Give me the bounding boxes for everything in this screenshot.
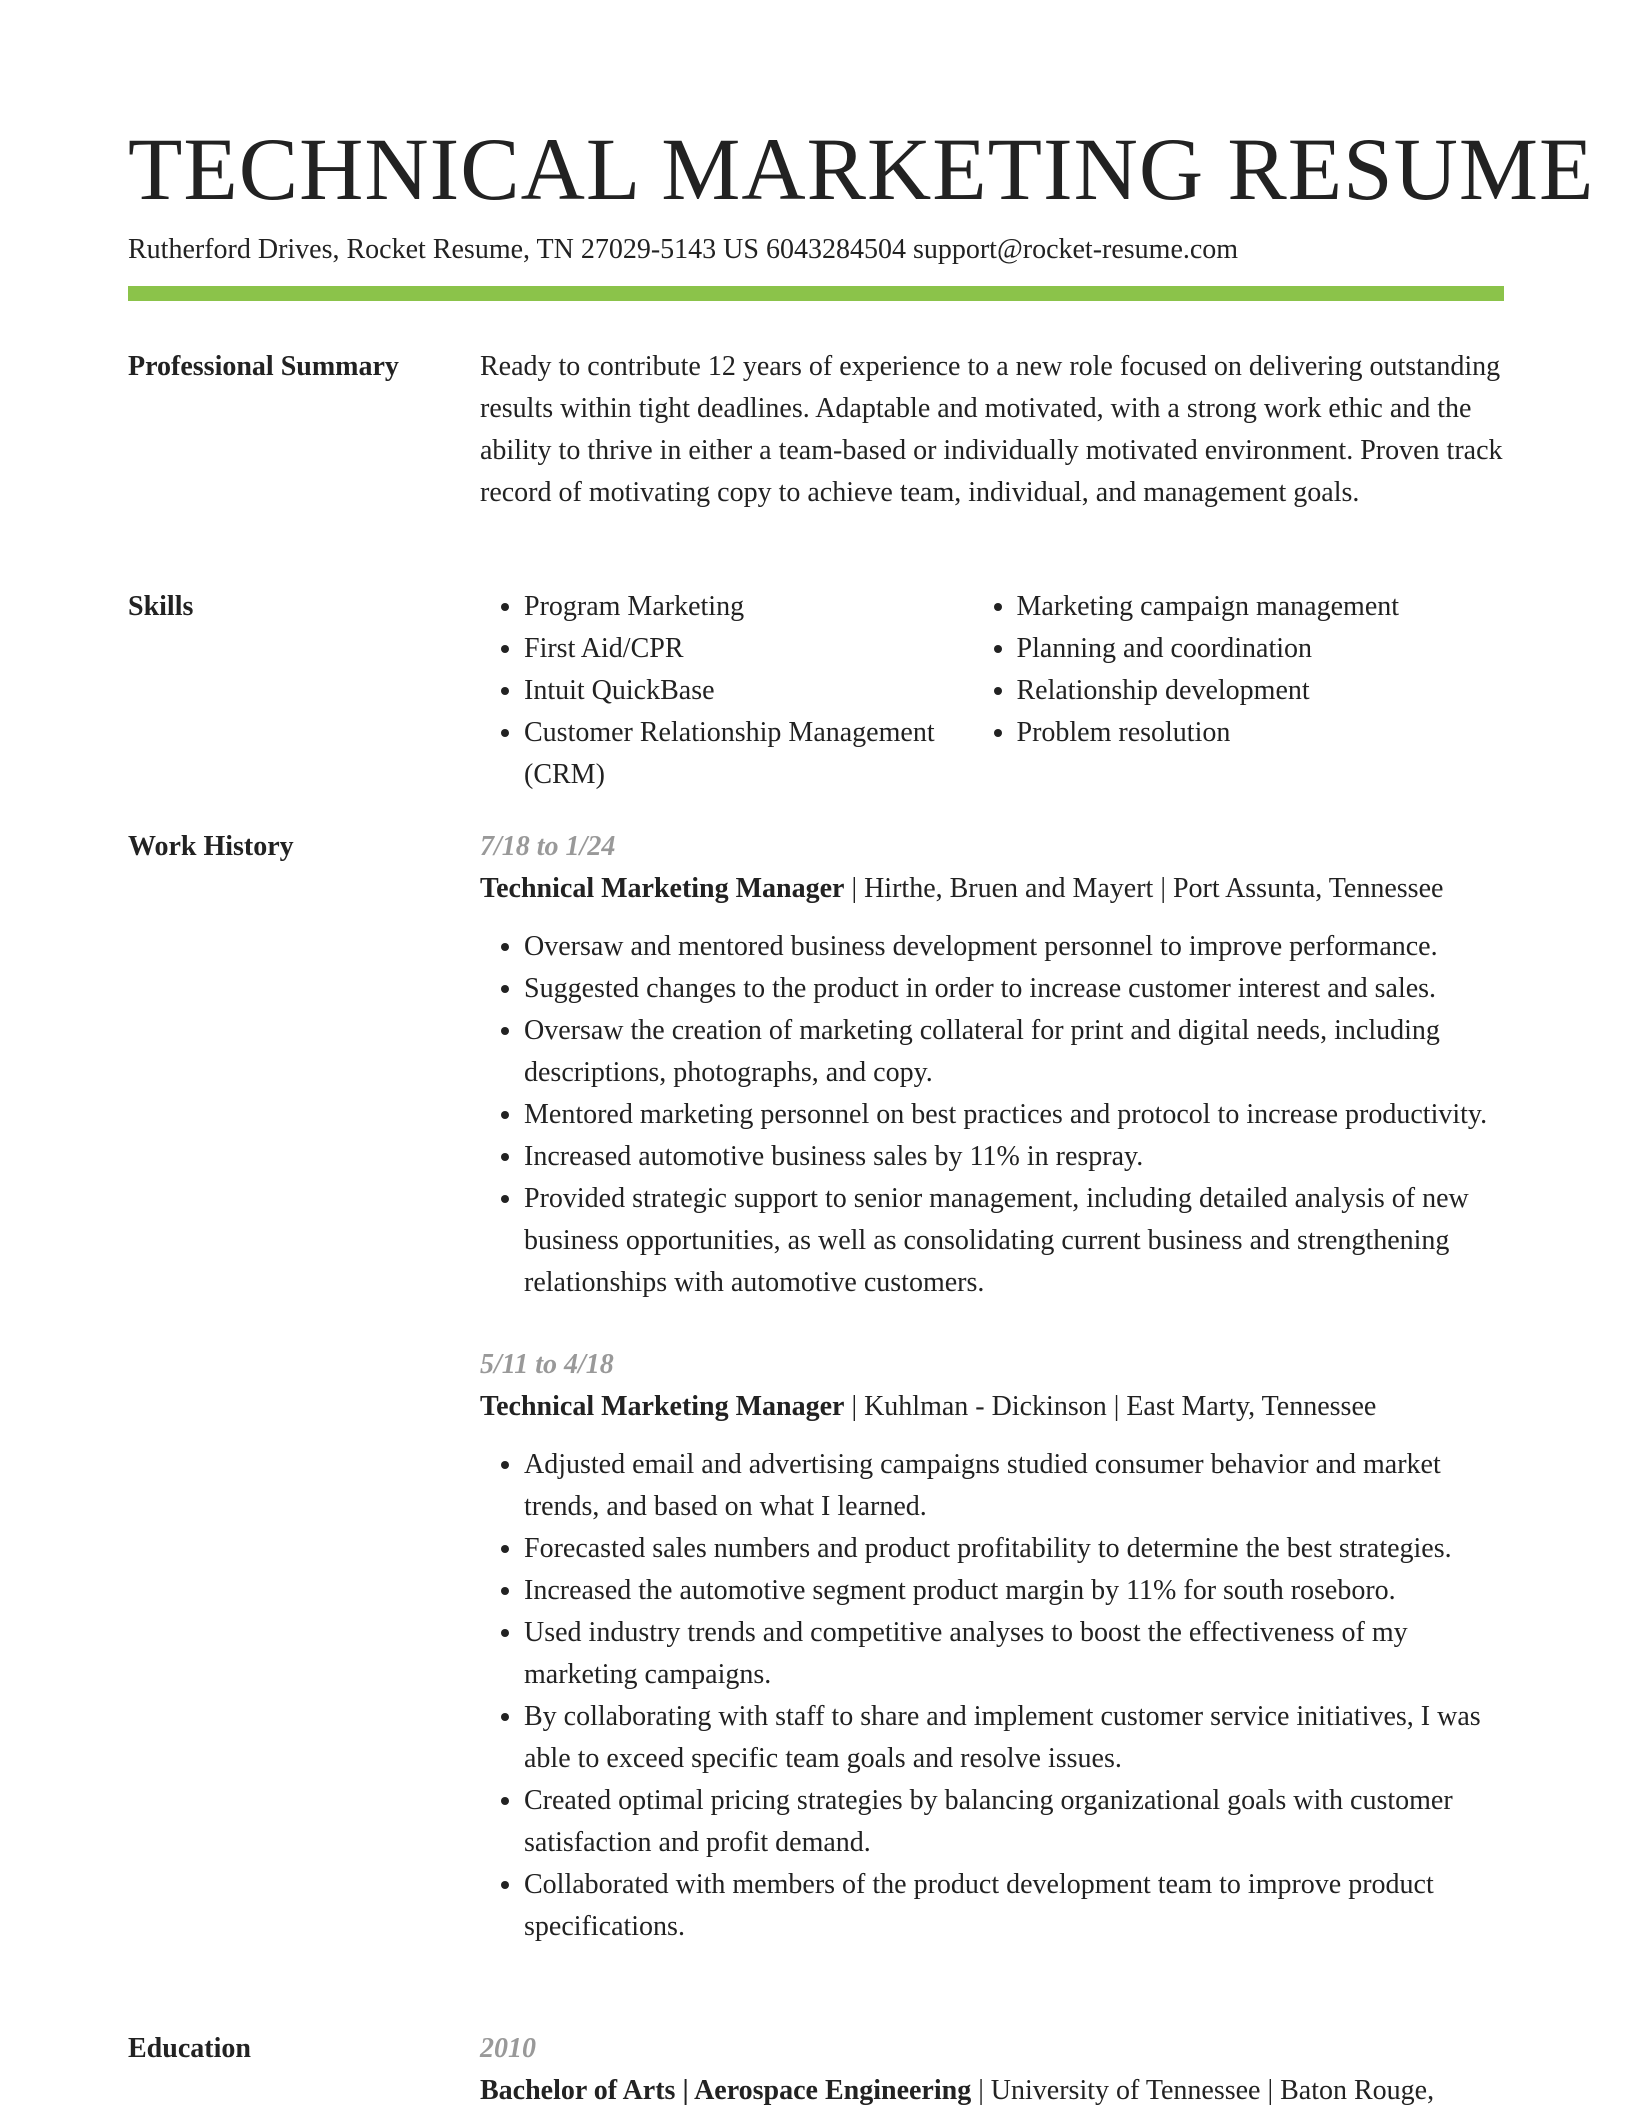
summary-heading: Professional Summary (128, 351, 399, 382)
job-entry (480, 1344, 1504, 1948)
skill-item: • Intuit QuickBase (524, 670, 973, 712)
job-bullet: • Provided strategic support to senior management, including detailed analysis of new business opportunities, as well as consolidating current business and strengthening relationships with automotive customers. (524, 1178, 1504, 1304)
skills-heading: Skills (128, 591, 194, 622)
job-bullet: • Oversaw and mentored business development personnel to improve performance. (524, 926, 1504, 968)
job-entry (480, 826, 1504, 1304)
skill-item: • Planning and coordination (1017, 628, 1505, 670)
skills-columns (480, 586, 1504, 796)
job-bullet: • Adjusted email and advertising campaigns studied consumer behavior and market trends, and based on what I learned. (524, 1444, 1504, 1528)
job-bullet: • Mentored marketing personnel on best practices and protocol to increase productivity. (524, 1094, 1504, 1136)
work-history-body (480, 826, 1504, 1948)
contact-line: Rutherford Drives, Rocket Resume, TN 27029-5143 US 6043284504 support@rocket-resume.com (128, 234, 1239, 265)
education-line (480, 2070, 1504, 2112)
skill-item: • Program Marketing (524, 586, 973, 628)
resume-title: TECHNICAL MARKETING RESUME (128, 121, 1595, 219)
skill-item: • Problem resolution (1017, 712, 1505, 754)
job-bullet: • Oversaw the creation of marketing collateral for print and digital needs, including descriptions, photographs, and copy. (524, 1010, 1504, 1094)
job-title-line (480, 1386, 1504, 1428)
work-history-heading: Work History (128, 831, 294, 862)
skills-list-right (973, 586, 1505, 796)
job-bullet: • Collaborated with members of the product development team to improve product specifications. (524, 1864, 1504, 1948)
education-heading: Education (128, 2033, 251, 2064)
education-degree: Bachelor of Arts | Aerospace Engineering (480, 2075, 972, 2106)
job-bullet: • By collaborating with staff to share and implement customer service initiatives, I was able to exceed specific team goals and resolve issues. (524, 1696, 1504, 1780)
job-company-location: | Hirthe, Bruen and Mayert | Port Assunta, Tennessee (844, 873, 1444, 904)
summary-text: Ready to contribute 12 years of experience to a new role focused on delivering outstanding results within tight deadlines. Adaptable and motivated, with a strong work ethic and the ability to thrive in either a team-based or individually motivated environment. Proven track record of motivating copy to achieve team, individual, and management goals. (480, 351, 1503, 508)
job-company-location: | Kuhlman - Dickinson | East Marty, Tennessee (844, 1391, 1377, 1422)
job-bullets (480, 926, 1504, 1304)
job-bullet: • Forecasted sales numbers and product profitability to determine the best strategies. (524, 1528, 1504, 1570)
skills-list-left (480, 586, 973, 796)
education-body (480, 2028, 1504, 2112)
job-bullet: • Increased the automotive segment product margin by 11% for south roseboro. (524, 1570, 1504, 1612)
skill-item: • Relationship development (1017, 670, 1505, 712)
summary-body (480, 346, 1504, 514)
job-bullet: • Suggested changes to the product in order to increase customer interest and sales. (524, 968, 1504, 1010)
job-title: Technical Marketing Manager (480, 873, 845, 904)
education-dates: 2010 (480, 2033, 536, 2064)
job-dates: 7/18 to 1/24 (480, 831, 616, 862)
skill-item: • Marketing campaign management (1017, 586, 1505, 628)
education-school-location: | University of Tennessee | Baton Rouge, (971, 2075, 1435, 2106)
job-title-line (480, 868, 1504, 910)
job-bullet: • Increased automotive business sales by 11% in respray. (524, 1136, 1504, 1178)
job-bullets (480, 1444, 1504, 1948)
accent-divider (128, 286, 1504, 301)
skill-item: • First Aid/CPR (524, 628, 973, 670)
skills-body (480, 586, 1504, 796)
job-bullet: • Created optimal pricing strategies by balancing organizational goals with customer satisfaction and profit demand. (524, 1780, 1504, 1864)
skill-item: • Customer Relationship Management (CRM) (524, 712, 973, 796)
job-title: Technical Marketing Manager (480, 1391, 845, 1422)
job-dates: 5/11 to 4/18 (480, 1349, 614, 1380)
job-bullet: • Used industry trends and competitive analyses to boost the effectiveness of my marketing campaigns. (524, 1612, 1504, 1696)
